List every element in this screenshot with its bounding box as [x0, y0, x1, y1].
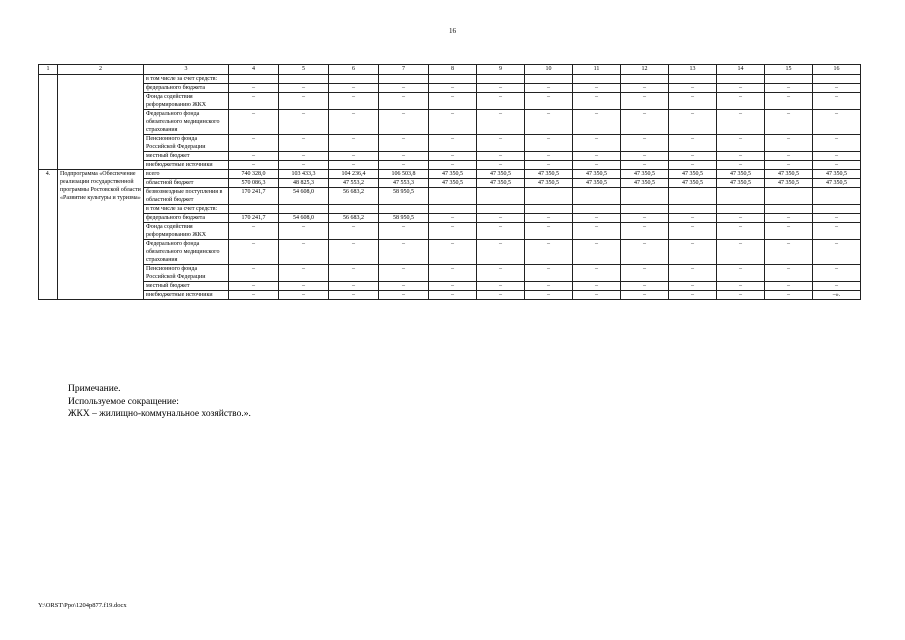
value-cell: –	[379, 291, 429, 300]
value-cell: –	[621, 282, 669, 291]
value-cell: –	[717, 135, 765, 152]
value-cell	[621, 188, 669, 205]
value-cell: 47 350,5	[765, 179, 813, 188]
value-cell: –	[477, 84, 525, 93]
value-cell: –	[379, 93, 429, 110]
header-cell: 11	[573, 65, 621, 75]
header-cell: 8	[429, 65, 477, 75]
value-cell: –	[717, 93, 765, 110]
program-name-cell	[58, 75, 144, 170]
budget-table	[38, 64, 861, 300]
value-cell	[477, 188, 525, 205]
row-number-cell	[39, 75, 58, 170]
value-cell: –	[279, 291, 329, 300]
header-cell: 3	[144, 65, 229, 75]
value-cell: –	[669, 93, 717, 110]
value-cell: –	[573, 265, 621, 282]
value-cell: –	[669, 161, 717, 170]
value-cell: –	[477, 161, 525, 170]
file-path: Y:\ORST\Ppo\1204p877.f19.docx	[38, 602, 127, 609]
value-cell: –	[525, 161, 573, 170]
funding-source-cell: в том числе за счет средств:	[144, 75, 229, 84]
value-cell: –	[717, 152, 765, 161]
value-cell: –	[379, 84, 429, 93]
value-cell: –	[525, 223, 573, 240]
value-cell: –	[525, 240, 573, 265]
value-cell: –	[379, 265, 429, 282]
funding-source-cell: внебюджетные источники	[144, 291, 229, 300]
funding-source-cell: Фонда содействия реформированию ЖКХ	[144, 93, 229, 110]
value-cell: –	[329, 110, 379, 135]
funding-source-cell: Фонда содействия реформированию ЖКХ	[144, 223, 229, 240]
value-cell: –	[379, 240, 429, 265]
value-cell: –	[765, 223, 813, 240]
value-cell: –	[379, 282, 429, 291]
notes-block	[68, 383, 251, 421]
value-cell: 47 350,5	[621, 170, 669, 179]
value-cell: –	[573, 223, 621, 240]
value-cell	[621, 75, 669, 84]
value-cell: –	[669, 223, 717, 240]
header-cell: 1	[39, 65, 58, 75]
value-cell	[329, 205, 379, 214]
table-row	[39, 282, 861, 291]
value-cell: 58 950,5	[379, 188, 429, 205]
value-cell: –	[813, 152, 861, 161]
table-row	[39, 84, 861, 93]
value-cell: 47 350,5	[573, 179, 621, 188]
value-cell: 47 350,5	[477, 170, 525, 179]
value-cell: –	[429, 214, 477, 223]
value-cell	[765, 188, 813, 205]
value-cell: –	[379, 152, 429, 161]
value-cell: –	[229, 291, 279, 300]
value-cell: –	[525, 135, 573, 152]
program-name-cell: Подпрограмма «Обеспечение реализации государственной программы Ростовской области «Развитие культуры и туризма»	[58, 170, 144, 300]
value-cell: –	[429, 84, 477, 93]
value-cell: –	[669, 265, 717, 282]
value-cell: 47 350,5	[669, 170, 717, 179]
value-cell	[279, 75, 329, 84]
value-cell: –	[329, 84, 379, 93]
value-cell	[813, 188, 861, 205]
table-row	[39, 205, 861, 214]
value-cell: 47 350,5	[477, 179, 525, 188]
funding-source-cell: внебюджетные источники	[144, 161, 229, 170]
value-cell: –	[525, 84, 573, 93]
value-cell: –	[573, 240, 621, 265]
header-cell: 14	[717, 65, 765, 75]
value-cell: 106 503,8	[379, 170, 429, 179]
value-cell: 54 608,0	[279, 214, 329, 223]
table-row	[39, 135, 861, 152]
value-cell: –	[669, 152, 717, 161]
value-cell: –	[813, 84, 861, 93]
value-cell: –	[525, 291, 573, 300]
header-cell: 4	[229, 65, 279, 75]
funding-source-cell: местный бюджет	[144, 282, 229, 291]
value-cell: –	[525, 93, 573, 110]
header-cell: 12	[621, 65, 669, 75]
value-cell: 47 350,5	[525, 170, 573, 179]
note-abbrev-label: Используемое сокращение:	[68, 396, 179, 407]
value-cell: –	[429, 161, 477, 170]
value-cell	[765, 205, 813, 214]
value-cell: –	[669, 110, 717, 135]
value-cell: –	[813, 93, 861, 110]
value-cell: –	[329, 135, 379, 152]
value-cell: –	[429, 93, 477, 110]
value-cell	[573, 188, 621, 205]
value-cell: –	[329, 93, 379, 110]
header-cell: 7	[379, 65, 429, 75]
value-cell: –	[573, 135, 621, 152]
value-cell: –	[429, 291, 477, 300]
funding-source-cell: местный бюджет	[144, 152, 229, 161]
value-cell: –	[279, 135, 329, 152]
value-cell: –	[429, 282, 477, 291]
value-cell: –	[429, 152, 477, 161]
value-cell: –	[717, 265, 765, 282]
value-cell: 48 825,3	[279, 179, 329, 188]
value-cell: –	[329, 265, 379, 282]
table-row	[39, 188, 861, 205]
value-cell: –	[765, 291, 813, 300]
value-cell: 47 350,5	[669, 179, 717, 188]
value-cell: 103 433,3	[279, 170, 329, 179]
table-row	[39, 223, 861, 240]
value-cell: –	[621, 93, 669, 110]
value-cell: –	[477, 93, 525, 110]
table-row	[39, 161, 861, 170]
value-cell: –	[229, 161, 279, 170]
value-cell: –	[813, 265, 861, 282]
funding-source-cell: федерального бюджета	[144, 214, 229, 223]
value-cell: –	[229, 152, 279, 161]
value-cell: –».	[813, 291, 861, 300]
funding-source-cell: всего	[144, 170, 229, 179]
header-cell: 13	[669, 65, 717, 75]
value-cell: –	[621, 223, 669, 240]
table-row	[39, 240, 861, 265]
header-cell: 2	[58, 65, 144, 75]
value-cell: 47 350,5	[621, 179, 669, 188]
value-cell: 170 241,7	[229, 214, 279, 223]
funding-source-cell: Пенсионного фонда Российской Федерации	[144, 265, 229, 282]
value-cell	[717, 188, 765, 205]
value-cell	[525, 205, 573, 214]
value-cell: –	[717, 84, 765, 93]
value-cell: –	[621, 214, 669, 223]
value-cell: –	[279, 84, 329, 93]
value-cell: 47 553,3	[379, 179, 429, 188]
table-header-row	[39, 65, 861, 75]
value-cell: –	[329, 240, 379, 265]
value-cell: –	[621, 240, 669, 265]
value-cell: –	[477, 214, 525, 223]
value-cell: –	[717, 161, 765, 170]
funding-source-cell: безвозмездные поступления в областной бюджет	[144, 188, 229, 205]
value-cell: –	[765, 93, 813, 110]
value-cell: 104 236,4	[329, 170, 379, 179]
value-cell: –	[229, 93, 279, 110]
value-cell	[573, 75, 621, 84]
header-cell: 5	[279, 65, 329, 75]
table-row	[39, 170, 861, 179]
value-cell: –	[379, 223, 429, 240]
value-cell: –	[279, 223, 329, 240]
value-cell: –	[279, 282, 329, 291]
value-cell	[525, 188, 573, 205]
value-cell: –	[429, 110, 477, 135]
value-cell	[477, 75, 525, 84]
value-cell: 47 553,2	[329, 179, 379, 188]
value-cell: –	[229, 265, 279, 282]
table-row	[39, 291, 861, 300]
value-cell: –	[621, 161, 669, 170]
note-title: Примечание.	[68, 384, 121, 394]
value-cell: –	[477, 110, 525, 135]
value-cell: 56 683,2	[329, 214, 379, 223]
value-cell: –	[621, 110, 669, 135]
value-cell: 47 350,5	[813, 179, 861, 188]
value-cell	[429, 205, 477, 214]
value-cell: –	[813, 282, 861, 291]
value-cell: –	[765, 161, 813, 170]
value-cell	[329, 75, 379, 84]
header-cell: 9	[477, 65, 525, 75]
table-row	[39, 75, 861, 84]
value-cell: –	[765, 265, 813, 282]
value-cell: –	[573, 110, 621, 135]
value-cell	[525, 75, 573, 84]
value-cell: –	[573, 282, 621, 291]
value-cell: –	[573, 291, 621, 300]
value-cell: –	[279, 240, 329, 265]
value-cell	[717, 75, 765, 84]
value-cell: –	[525, 152, 573, 161]
value-cell	[717, 205, 765, 214]
table-row	[39, 265, 861, 282]
value-cell: –	[669, 282, 717, 291]
value-cell	[279, 205, 329, 214]
value-cell: 47 350,5	[765, 170, 813, 179]
value-cell: –	[229, 110, 279, 135]
value-cell: 170 241,7	[229, 188, 279, 205]
value-cell: –	[765, 110, 813, 135]
value-cell: –	[717, 214, 765, 223]
value-cell: 47 350,5	[573, 170, 621, 179]
header-cell: 6	[329, 65, 379, 75]
table-row	[39, 214, 861, 223]
value-cell: –	[669, 84, 717, 93]
value-cell: –	[429, 265, 477, 282]
value-cell: –	[717, 240, 765, 265]
value-cell: 47 350,5	[813, 170, 861, 179]
value-cell: –	[379, 161, 429, 170]
value-cell: –	[477, 282, 525, 291]
value-cell: –	[813, 110, 861, 135]
value-cell: –	[573, 161, 621, 170]
value-cell: –	[813, 135, 861, 152]
value-cell: –	[669, 214, 717, 223]
value-cell: –	[279, 161, 329, 170]
value-cell: –	[621, 291, 669, 300]
value-cell: –	[813, 161, 861, 170]
value-cell: –	[621, 84, 669, 93]
value-cell: –	[329, 291, 379, 300]
value-cell: 740 328,0	[229, 170, 279, 179]
value-cell: –	[229, 240, 279, 265]
table-row	[39, 110, 861, 135]
value-cell: –	[525, 214, 573, 223]
value-cell: –	[717, 282, 765, 291]
table-row	[39, 179, 861, 188]
value-cell: –	[621, 135, 669, 152]
funding-source-cell: в том числе за счет средств:	[144, 205, 229, 214]
value-cell	[621, 205, 669, 214]
value-cell: –	[573, 152, 621, 161]
value-cell	[813, 205, 861, 214]
value-cell: 47 350,5	[429, 179, 477, 188]
value-cell: –	[329, 282, 379, 291]
value-cell: –	[229, 135, 279, 152]
value-cell	[429, 75, 477, 84]
value-cell: 47 350,5	[525, 179, 573, 188]
page-number: 16	[449, 27, 456, 35]
value-cell	[765, 75, 813, 84]
value-cell: –	[765, 214, 813, 223]
value-cell: –	[477, 291, 525, 300]
funding-source-cell: Федерального фонда обязательного медицинского страхования	[144, 240, 229, 265]
value-cell	[477, 205, 525, 214]
value-cell: 56 683,2	[329, 188, 379, 205]
value-cell: –	[229, 84, 279, 93]
funding-source-cell: Пенсионного фонда Российской Федерации	[144, 135, 229, 152]
value-cell: –	[329, 223, 379, 240]
value-cell: –	[525, 282, 573, 291]
value-cell: –	[477, 223, 525, 240]
value-cell: 58 950,5	[379, 214, 429, 223]
funding-source-cell: федерального бюджета	[144, 84, 229, 93]
value-cell	[573, 205, 621, 214]
value-cell: –	[813, 240, 861, 265]
value-cell: –	[477, 152, 525, 161]
value-cell	[669, 205, 717, 214]
funding-source-cell: областной бюджет	[144, 179, 229, 188]
value-cell: –	[429, 135, 477, 152]
value-cell: –	[229, 223, 279, 240]
value-cell: –	[813, 214, 861, 223]
value-cell	[669, 75, 717, 84]
value-cell: –	[279, 152, 329, 161]
value-cell: –	[477, 135, 525, 152]
value-cell: –	[765, 152, 813, 161]
header-cell: 15	[765, 65, 813, 75]
value-cell	[229, 75, 279, 84]
value-cell: –	[329, 152, 379, 161]
value-cell	[229, 205, 279, 214]
value-cell: –	[765, 135, 813, 152]
value-cell: –	[621, 265, 669, 282]
value-cell: –	[329, 161, 379, 170]
value-cell: –	[379, 110, 429, 135]
value-cell: –	[765, 84, 813, 93]
value-cell	[429, 188, 477, 205]
value-cell: –	[669, 135, 717, 152]
value-cell	[379, 205, 429, 214]
value-cell: –	[717, 110, 765, 135]
value-cell: –	[717, 223, 765, 240]
value-cell: –	[573, 214, 621, 223]
value-cell: –	[669, 240, 717, 265]
header-cell: 10	[525, 65, 573, 75]
value-cell	[379, 75, 429, 84]
value-cell: –	[477, 240, 525, 265]
value-cell: –	[279, 93, 329, 110]
value-cell: –	[379, 135, 429, 152]
value-cell: –	[573, 93, 621, 110]
value-cell: –	[429, 223, 477, 240]
row-number-cell: 4.	[39, 170, 58, 300]
value-cell: –	[573, 84, 621, 93]
value-cell: –	[229, 282, 279, 291]
value-cell: 54 608,0	[279, 188, 329, 205]
value-cell: 47 350,5	[717, 179, 765, 188]
value-cell: 570 086,3	[229, 179, 279, 188]
value-cell: 47 350,5	[429, 170, 477, 179]
value-cell: –	[765, 282, 813, 291]
value-cell: –	[279, 110, 329, 135]
value-cell: 47 350,5	[717, 170, 765, 179]
value-cell: –	[477, 265, 525, 282]
value-cell: –	[669, 291, 717, 300]
value-cell: –	[765, 240, 813, 265]
header-cell: 16	[813, 65, 861, 75]
value-cell: –	[525, 265, 573, 282]
value-cell: –	[525, 110, 573, 135]
value-cell: –	[279, 265, 329, 282]
funding-source-cell: Федерального фонда обязательного медицинского страхования	[144, 110, 229, 135]
value-cell: –	[429, 240, 477, 265]
value-cell	[813, 75, 861, 84]
value-cell: –	[813, 223, 861, 240]
value-cell: –	[621, 152, 669, 161]
value-cell: –	[717, 291, 765, 300]
table-row	[39, 152, 861, 161]
table-row	[39, 93, 861, 110]
value-cell	[669, 188, 717, 205]
note-abbrev-text: ЖКХ – жилищно-коммунальное хозяйство.».	[68, 409, 251, 419]
